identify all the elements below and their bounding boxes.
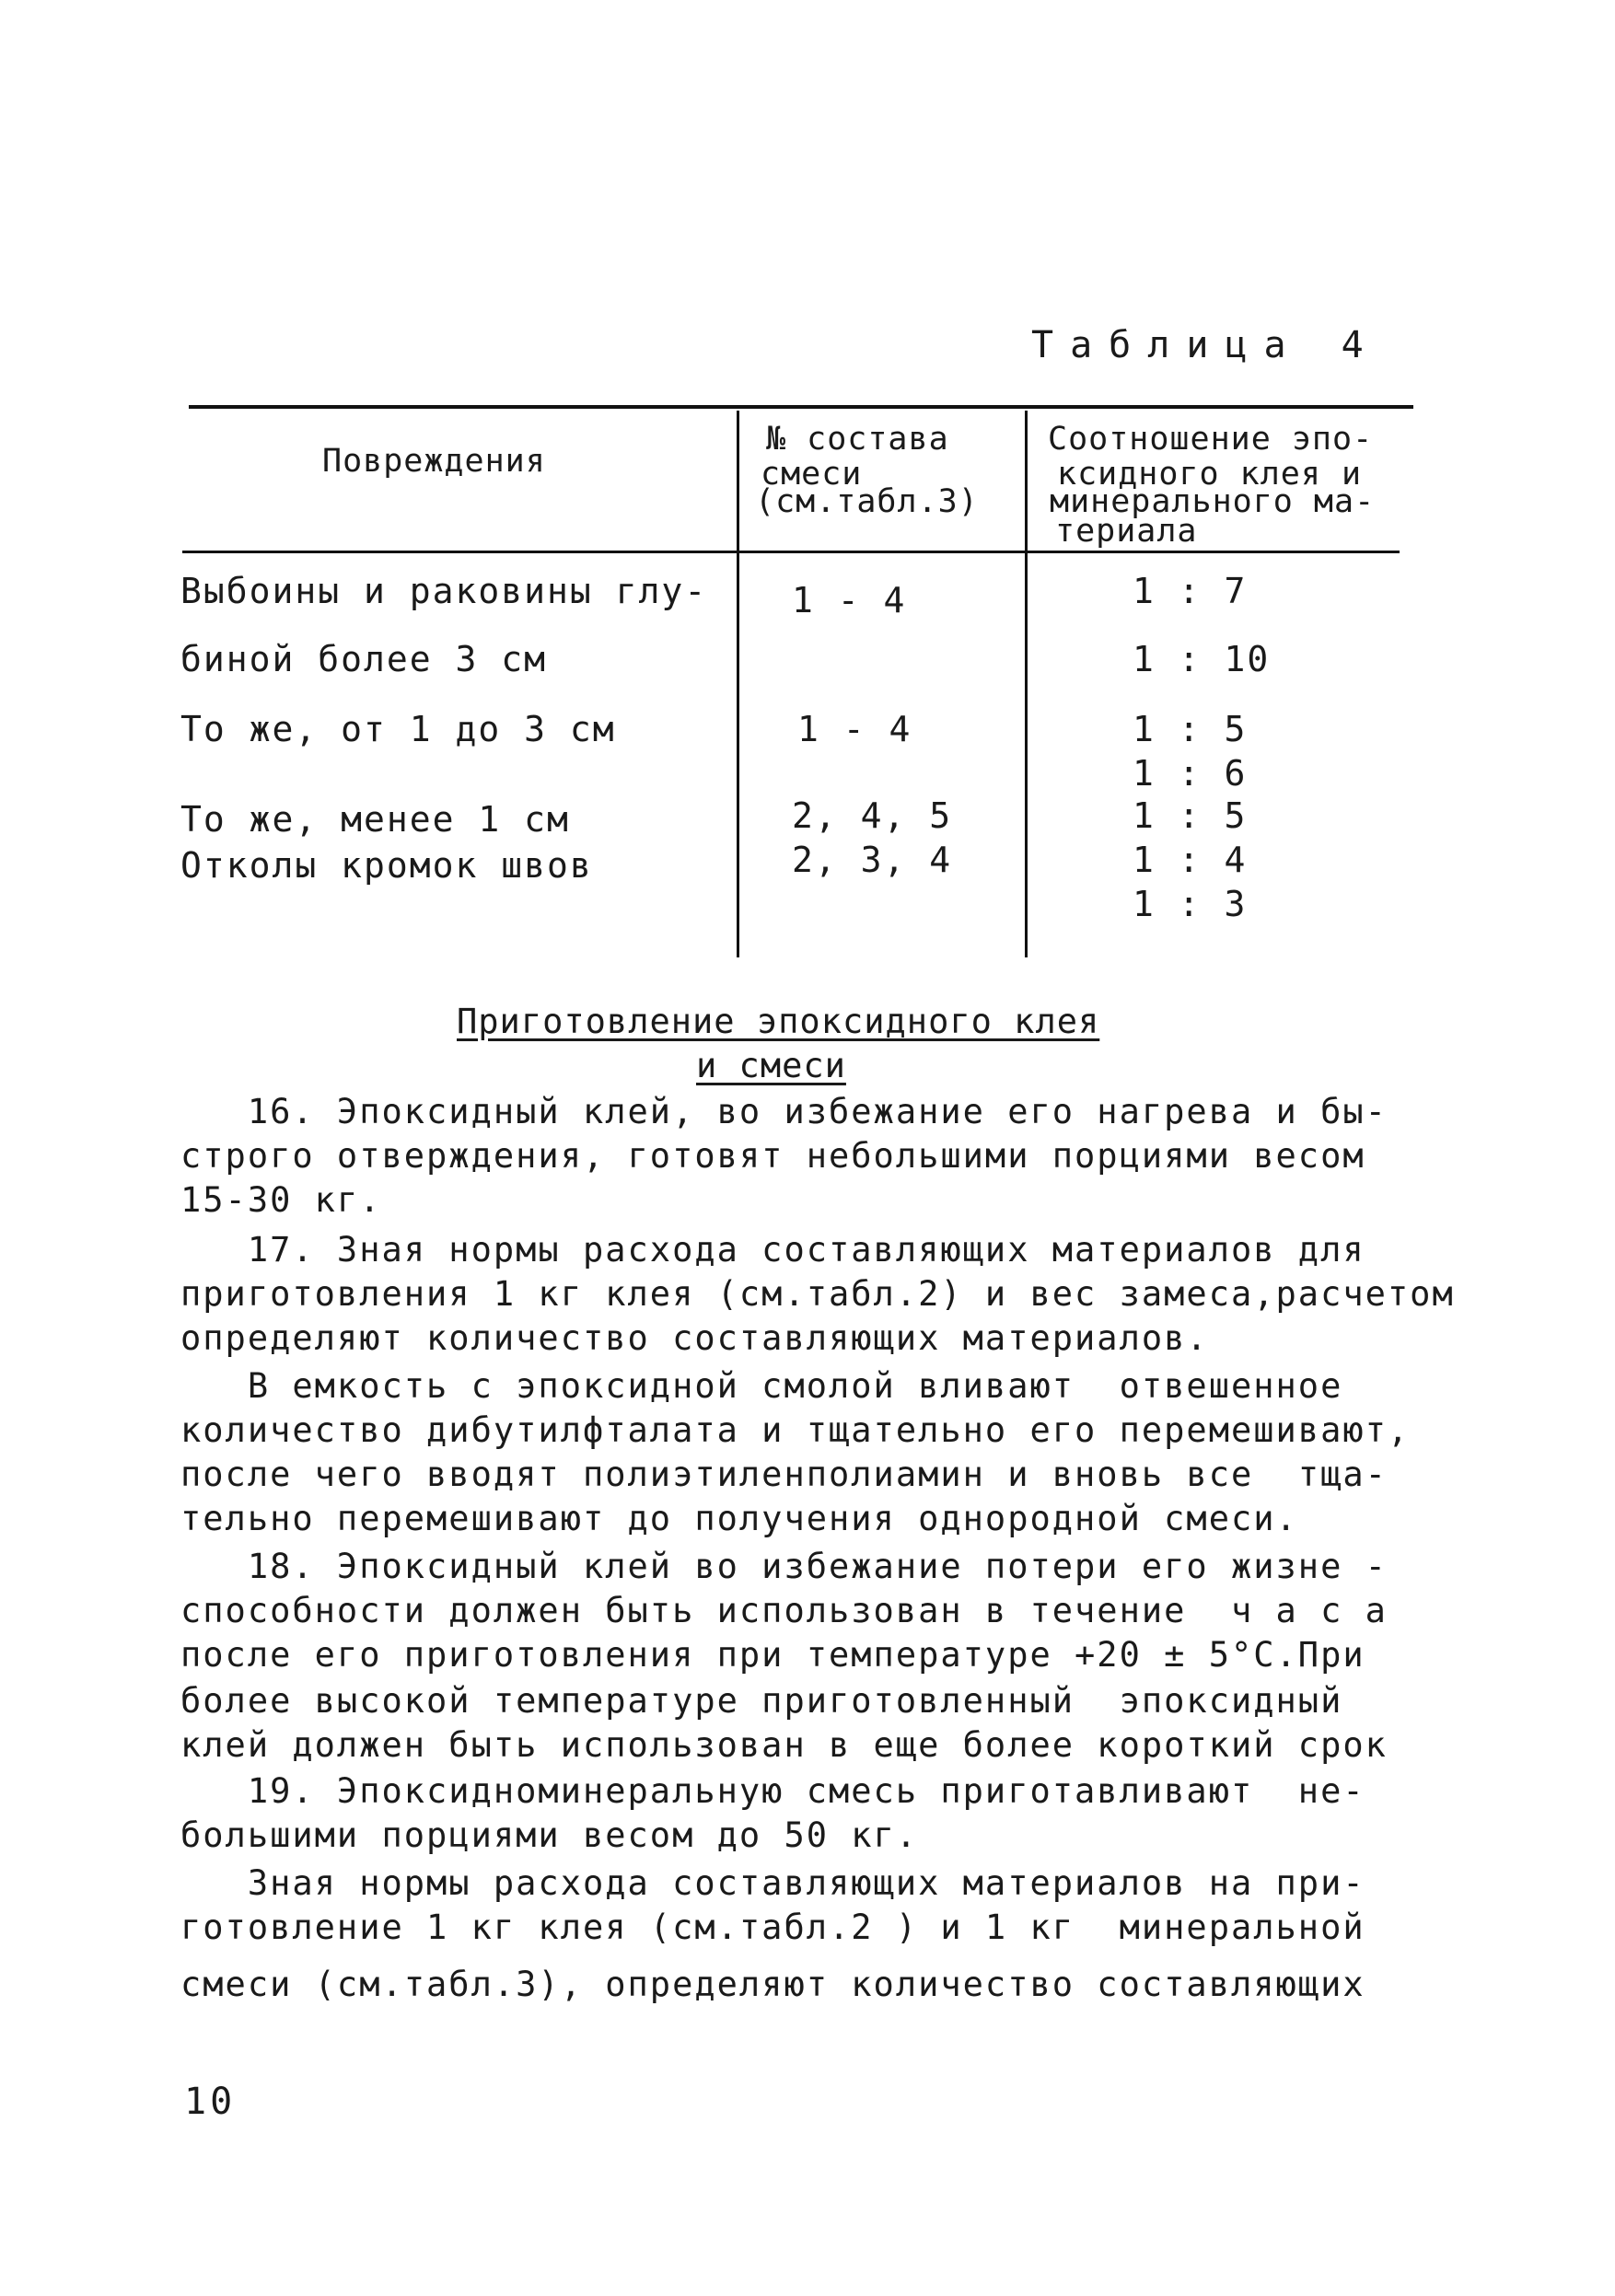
table-header-rule [182, 551, 1400, 553]
section-heading-line1: Приготовление эпоксидного клея [457, 1002, 1100, 1041]
text-line: более высокой температуре приготовленный эпоксидный [180, 1681, 1343, 1721]
table-row-4-ratio: 1 : 6 [1133, 753, 1248, 794]
table-row-5-ratio: 1 : 5 [1133, 795, 1248, 836]
header-mix-line2: смеси [761, 456, 863, 493]
header-ratio-line4: териала [1055, 513, 1198, 550]
page-number: 10 [184, 2081, 237, 2123]
text-line: после его приготовления при температуре +20 ± 5°С.При [180, 1635, 1365, 1675]
header-ratio-line1: Соотношение эпо- [1048, 421, 1374, 458]
section-heading-line2: и смеси [696, 1046, 846, 1085]
table-row-2-ratio: 1 : 10 [1133, 639, 1271, 679]
table-row-2-damage: биной более 3 см [180, 639, 548, 679]
text-line: 19. Эпоксидноминеральную смесь приготавливают не- [180, 1771, 1365, 1811]
table-row-1-ratio: 1 : 7 [1133, 571, 1248, 611]
text-line: способности должен быть использован в течение ч а с а [180, 1591, 1388, 1630]
table-row-7-ratio: 1 : 3 [1133, 884, 1248, 924]
text-line: определяют количество составляющих материалов. [180, 1318, 1209, 1358]
table-row-6-mix: 2, 3, 4 [792, 840, 953, 880]
text-line: приготовления 1 кг клея (см.табл.2) и вес замеса,расчетом [180, 1274, 1455, 1314]
text-line: тельно перемешивают до получения однородной смеси. [180, 1499, 1298, 1538]
table-row-5-damage: То же, менее 1 см [180, 799, 570, 840]
text-line: готовление 1 кг клея (см.табл.2 ) и 1 кг минеральной [180, 1908, 1365, 1947]
table-row-5-mix: 2, 4, 5 [792, 795, 953, 836]
text-line: 15-30 кг. [180, 1180, 382, 1220]
table-column-divider-2 [1025, 411, 1028, 957]
table-row-6-ratio: 1 : 4 [1133, 840, 1248, 880]
table-row-6-damage: Отколы кромок швов [180, 845, 593, 886]
table-row-3-mix: 1 - 4 [797, 709, 912, 749]
text-line: количество дибутилфталата и тщательно его перемешивают, [180, 1410, 1411, 1450]
text-line: клей должен быть использован в еще более короткий срок [180, 1725, 1388, 1765]
table-caption: Таблица 4 [1031, 324, 1380, 366]
table-column-divider-1 [737, 411, 739, 957]
text-line: смеси (см.табл.3), определяют количество составляющих [180, 1965, 1365, 2004]
text-line: Зная нормы расхода составляющих материалов на при- [180, 1863, 1365, 1903]
header-ratio-line2: ксидного клея и [1057, 456, 1363, 493]
text-line: 17. Зная нормы расхода составляющих материалов для [180, 1230, 1365, 1270]
text-line: большими порциями весом до 50 кг. [180, 1815, 919, 1855]
header-mix-line3: (см.табл.3) [755, 483, 979, 520]
table-row-3-ratio: 1 : 5 [1133, 709, 1248, 749]
table-row-1-mix: 1 - 4 [792, 580, 907, 620]
text-line: В емкость с эпоксидной смолой вливают отвешенное [180, 1366, 1343, 1406]
header-ratio-line3: минерального ма- [1050, 483, 1376, 520]
text-line: после чего вводят полиэтиленполиамин и вновь все тща- [180, 1455, 1388, 1494]
table-row-1-damage: Выбоины и раковины глу- [180, 571, 708, 611]
header-mix-line1: № состава [766, 421, 949, 458]
header-damage: Повреждения [322, 443, 546, 480]
text-line: 18. Эпоксидный клей во избежание потери его жизне - [180, 1547, 1388, 1586]
table-top-rule [189, 405, 1413, 409]
table-row-3-damage: То же, от 1 до 3 см [180, 709, 616, 749]
text-line: 16. Эпоксидный клей, во избежание его нагрева и бы- [180, 1092, 1388, 1131]
text-line: строго отверждения, готовят небольшими порциями весом [180, 1136, 1365, 1176]
